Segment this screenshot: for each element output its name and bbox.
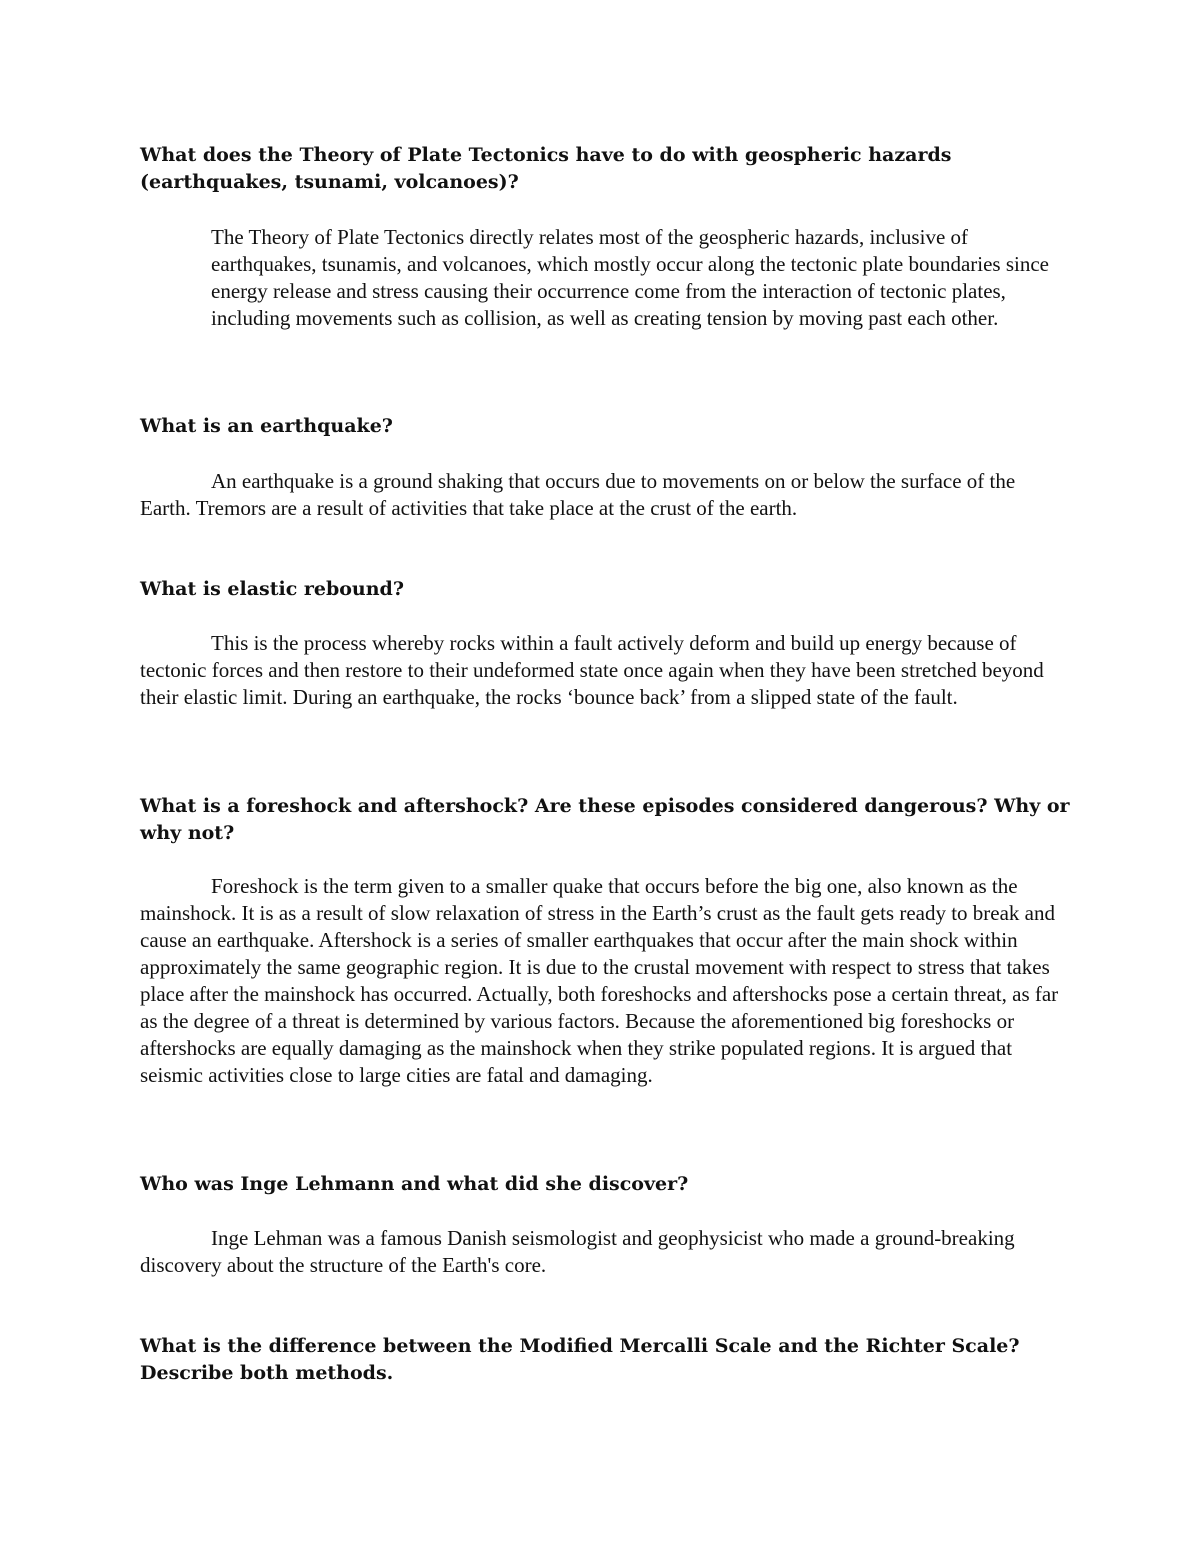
question-elastic-rebound: What is elastic rebound? — [140, 578, 404, 600]
question-earthquake: What is an earthquake? — [140, 415, 393, 437]
question-foreshock-aftershock: What is a foreshock and aftershock? Are these episodes considered dangerous? Why or why not? — [140, 795, 1070, 844]
answer-plate-tectonics: The Theory of Plate Tectonics directly relates most of the geospheric hazards, inclusive of earthquakes, tsunamis, and volcanoes, which mostly occur along the tectonic plate boundaries since energy release and stress causing their occurrence come from the interaction of tectonic plates, including movements such as collision, as well as creating tension by moving past each other. — [211, 225, 1050, 330]
question-mercalli-richter: What is the difference between the Modified Mercalli Scale and the Richter Scale? Describe both methods. — [140, 1335, 1020, 1384]
answer-inge-lehmann: Inge Lehman was a famous Danish seismologist and geophysicist who made a ground-breaking discovery about the structure of the Earth's core. — [140, 1226, 1015, 1277]
answer-earthquake: An earthquake is a ground shaking that occurs due to movements on or below the surface of the Earth. Tremors are a result of activities that take place at the crust of the earth. — [140, 469, 1016, 520]
answer-foreshock-aftershock: Foreshock is the term given to a smaller quake that occurs before the big one, also known as the mainshock. It is as a result of slow relaxation of stress in the Earth’s crust as the fault gets ready to break and cause an earthquake. Aftershock is a series of smaller earthquakes that occur after the main shock within approximately the same geographic region. It is due to the crustal movement with respect to stress that takes place after the mainshock has occurred. Actually, both foreshocks and aftershocks pose a certain threat, as far as the degree of a threat is determined by various factors. Because the aforementioned big foreshocks or aftershocks are equally damaging as the mainshock when they strike populated regions. It is argued that seismic activities close to large cities are fatal and damaging. — [140, 874, 1059, 1087]
answer-elastic-rebound: This is the process whereby rocks within a fault actively deform and build up energy because of tectonic forces and then restore to their undeformed state once again when they have been stretched beyond their elastic limit. During an earthquake, the rocks ‘bounce back’ from a slipped state of the fault. — [140, 631, 1044, 709]
question-inge-lehmann: Who was Inge Lehmann and what did she discover? — [140, 1173, 689, 1195]
question-plate-tectonics: What does the Theory of Plate Tectonics have to do with geospheric hazards (earthquakes, tsunami, volcanoes)? — [140, 144, 952, 193]
